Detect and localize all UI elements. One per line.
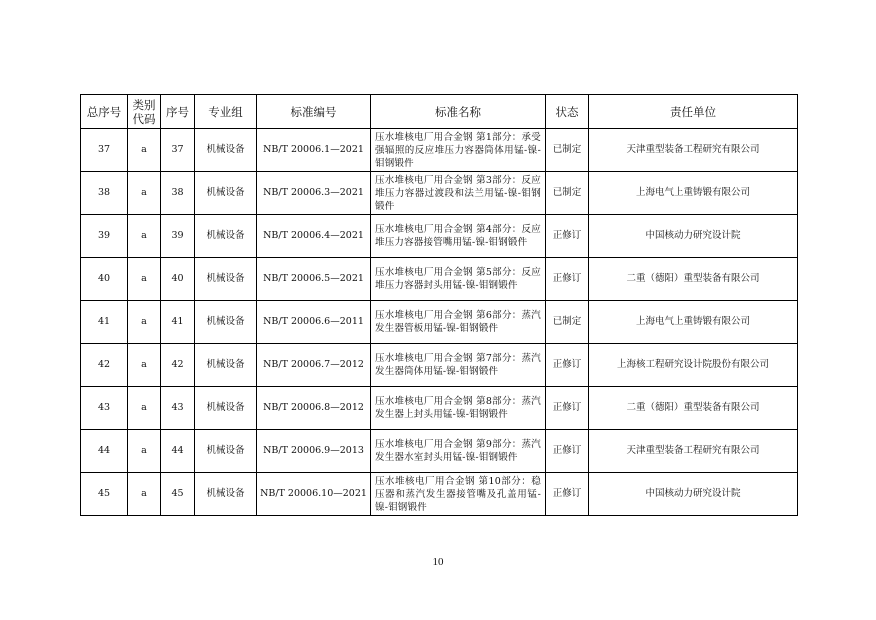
cell-responsible-unit: 天津重型装备工程研究有限公司 (589, 129, 798, 172)
cell-total-no: 39 (81, 215, 128, 258)
cell-standard-name: 压水堆核电厂用合金钢 第7部分：蒸汽发生器筒体用锰-镍-钼钢锻件 (371, 344, 546, 387)
cell-standard-number: NB/T 20006.10—2021 (257, 473, 371, 516)
cell-standard-name: 压水堆核电厂用合金钢 第3部分：反应堆压力容器过渡段和法兰用锰-镍-钼钢锻件 (371, 172, 546, 215)
table-header (81, 95, 798, 129)
cell-standard-number: NB/T 20006.8—2012 (257, 387, 371, 430)
cell-responsible-unit: 二重（德阳）重型装备有限公司 (589, 258, 798, 301)
cell-standard-name: 压水堆核电厂用合金钢 第5部分：反应堆压力容器封头用锰-镍-钼钢锻件 (371, 258, 546, 301)
cell-standard-number: NB/T 20006.1—2021 (257, 129, 371, 172)
cell-status: 正修订 (546, 258, 589, 301)
header-standard-number: 标准编号 (257, 95, 371, 129)
cell-professional-group: 机械设备 (195, 430, 257, 473)
cell-seq-no: 38 (161, 172, 195, 215)
table-row (81, 387, 798, 430)
cell-total-no: 44 (81, 430, 128, 473)
cell-responsible-unit: 二重（德阳）重型装备有限公司 (589, 387, 798, 430)
cell-total-no: 37 (81, 129, 128, 172)
header-category-code: 类别 代码 (128, 95, 161, 129)
table-row (81, 258, 798, 301)
cell-standard-number: NB/T 20006.5—2021 (257, 258, 371, 301)
cell-standard-name: 压水堆核电厂用合金钢 第6部分：蒸汽发生器管板用锰-镍-钼钢锻件 (371, 301, 546, 344)
header-standard-name: 标准名称 (371, 95, 546, 129)
cell-total-no: 41 (81, 301, 128, 344)
header-responsible-unit: 责任单位 (589, 95, 798, 129)
cell-total-no: 43 (81, 387, 128, 430)
cell-seq-no: 39 (161, 215, 195, 258)
cell-category-code: a (128, 430, 161, 473)
cell-seq-no: 44 (161, 430, 195, 473)
cell-status: 已制定 (546, 129, 589, 172)
cell-responsible-unit: 天津重型装备工程研究有限公司 (589, 430, 798, 473)
cell-status: 正修订 (546, 344, 589, 387)
cell-seq-no: 45 (161, 473, 195, 516)
cell-professional-group: 机械设备 (195, 215, 257, 258)
cell-standard-name: 压水堆核电厂用合金钢 第4部分：反应堆压力容器接管嘴用锰-镍-钼钢锻件 (371, 215, 546, 258)
table-row (81, 473, 798, 516)
cell-seq-no: 43 (161, 387, 195, 430)
table-body (81, 129, 798, 516)
cell-status: 已制定 (546, 172, 589, 215)
cell-standard-name: 压水堆核电厂用合金钢 第8部分：蒸汽发生器上封头用锰-镍-钼钢锻件 (371, 387, 546, 430)
cell-category-code: a (128, 473, 161, 516)
cell-category-code: a (128, 258, 161, 301)
cell-seq-no: 37 (161, 129, 195, 172)
cell-professional-group: 机械设备 (195, 172, 257, 215)
header-seq-no: 序号 (161, 95, 195, 129)
cell-responsible-unit: 上海电气上重铸锻有限公司 (589, 301, 798, 344)
cell-standard-number: NB/T 20006.9—2013 (257, 430, 371, 473)
cell-professional-group: 机械设备 (195, 301, 257, 344)
cell-total-no: 42 (81, 344, 128, 387)
cell-professional-group: 机械设备 (195, 387, 257, 430)
cell-category-code: a (128, 129, 161, 172)
cell-total-no: 38 (81, 172, 128, 215)
page-number: 10 (432, 556, 444, 568)
cell-responsible-unit: 中国核动力研究设计院 (589, 215, 798, 258)
cell-standard-number: NB/T 20006.6—2011 (257, 301, 371, 344)
table-row (81, 344, 798, 387)
standards-table (80, 94, 798, 516)
cell-standard-number: NB/T 20006.4—2021 (257, 215, 371, 258)
header-professional-group: 专业组 (195, 95, 257, 129)
table-row (81, 129, 798, 172)
cell-standard-name: 压水堆核电厂用合金钢 第10部分：稳压器和蒸汽发生器接管嘴及孔盖用锰-镍-钼钢锻件 (371, 473, 546, 516)
cell-total-no: 40 (81, 258, 128, 301)
cell-standard-name: 压水堆核电厂用合金钢 第1部分：承受强辐照的反应堆压力容器筒体用锰-镍-钼钢锻件 (371, 129, 546, 172)
table-row (81, 215, 798, 258)
cell-category-code: a (128, 172, 161, 215)
cell-status: 正修订 (546, 430, 589, 473)
cell-category-code: a (128, 301, 161, 344)
cell-category-code: a (128, 344, 161, 387)
cell-category-code: a (128, 215, 161, 258)
cell-seq-no: 41 (161, 301, 195, 344)
table-row (81, 430, 798, 473)
cell-responsible-unit: 上海核工程研究设计院股份有限公司 (589, 344, 798, 387)
cell-responsible-unit: 中国核动力研究设计院 (589, 473, 798, 516)
cell-standard-number: NB/T 20006.3—2021 (257, 172, 371, 215)
cell-category-code: a (128, 387, 161, 430)
cell-professional-group: 机械设备 (195, 258, 257, 301)
table-row (81, 301, 798, 344)
cell-responsible-unit: 上海电气上重铸锻有限公司 (589, 172, 798, 215)
cell-professional-group: 机械设备 (195, 344, 257, 387)
cell-standard-number: NB/T 20006.7—2012 (257, 344, 371, 387)
header-row (81, 95, 798, 129)
cell-professional-group: 机械设备 (195, 473, 257, 516)
cell-total-no: 45 (81, 473, 128, 516)
cell-seq-no: 40 (161, 258, 195, 301)
cell-status: 正修订 (546, 473, 589, 516)
cell-status: 已制定 (546, 301, 589, 344)
cell-professional-group: 机械设备 (195, 129, 257, 172)
table-row (81, 172, 798, 215)
cell-standard-name: 压水堆核电厂用合金钢 第9部分：蒸汽发生器水室封头用锰-镍-钼钢锻件 (371, 430, 546, 473)
cell-seq-no: 42 (161, 344, 195, 387)
cell-status: 正修订 (546, 215, 589, 258)
header-status: 状态 (546, 95, 589, 129)
header-total-no: 总序号 (81, 95, 128, 129)
cell-status: 正修订 (546, 387, 589, 430)
